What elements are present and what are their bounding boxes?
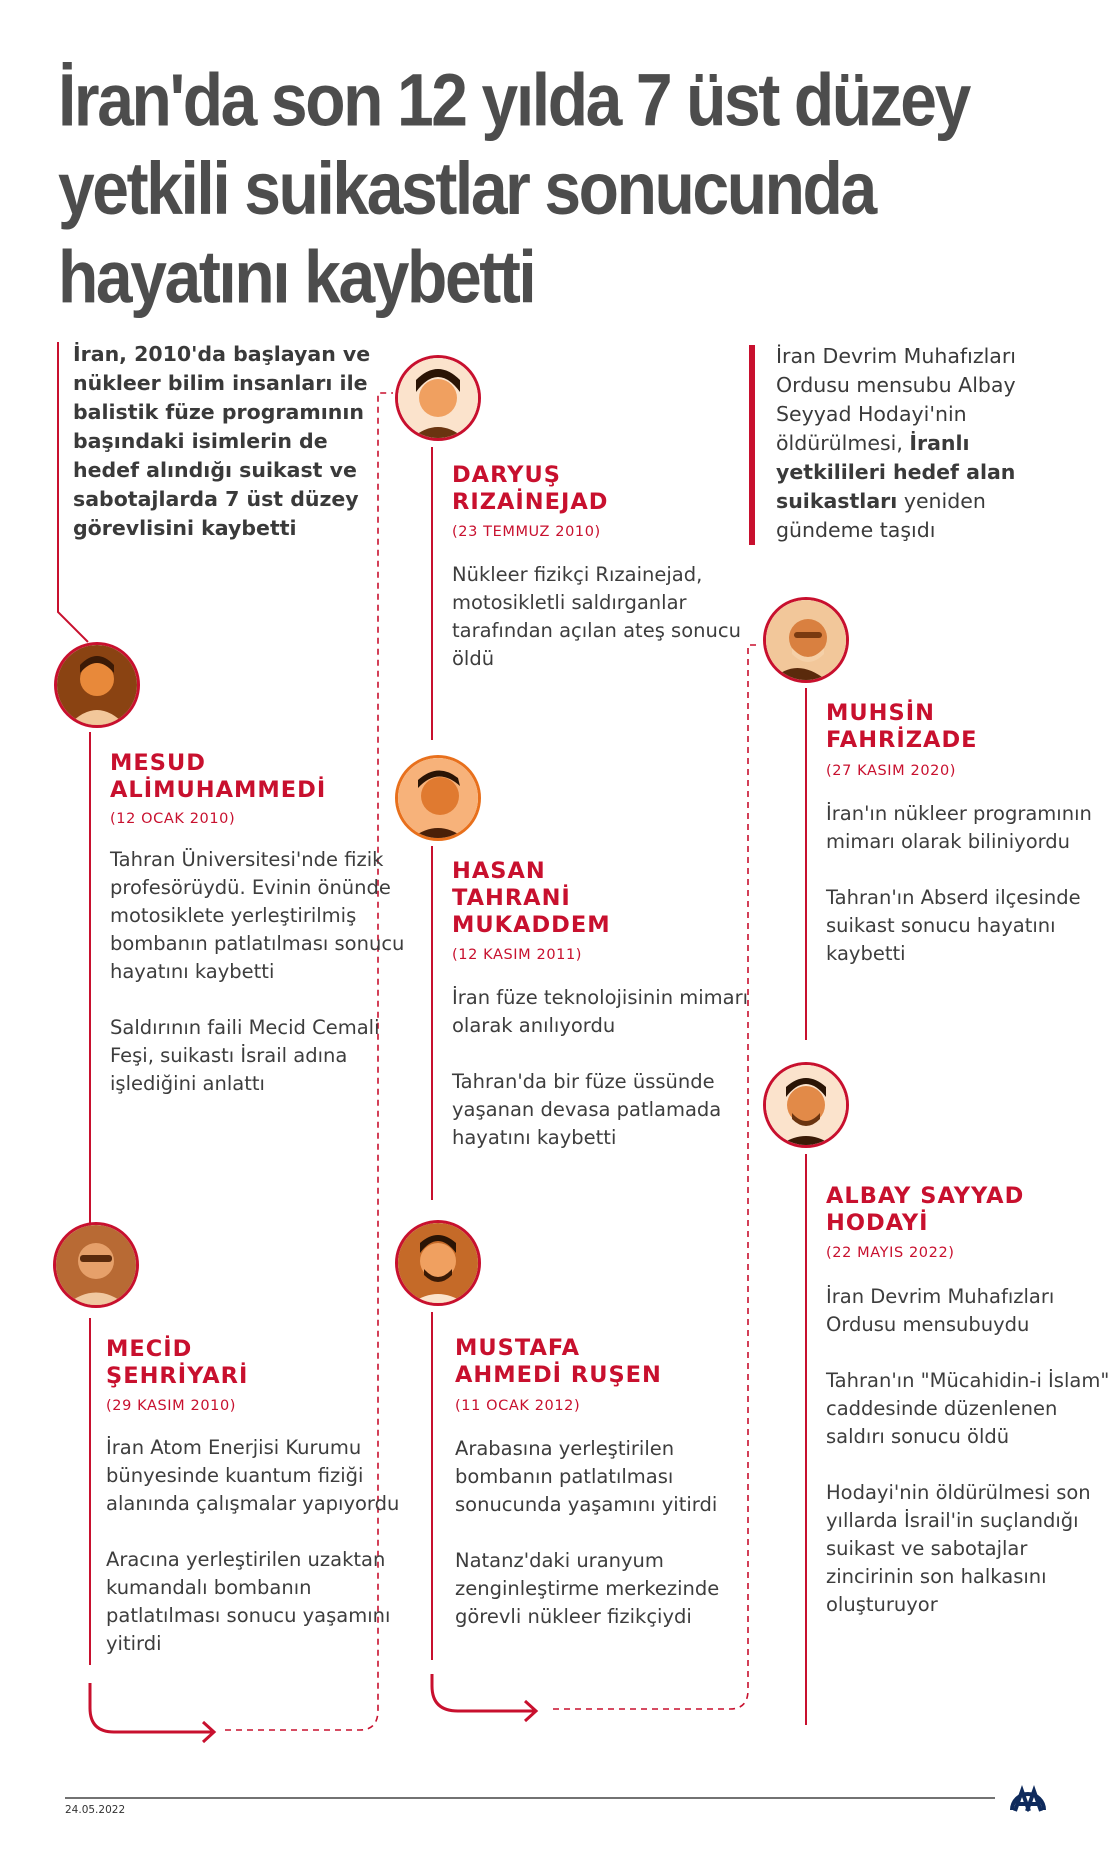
name-line: MUKADDEM <box>452 912 611 938</box>
name-line: RIZAİNEJAD <box>452 489 609 515</box>
paragraph: Tahran'da bir füze üssünde yaşanan devasa patlamada hayatını kaybetti <box>452 1070 722 1149</box>
person-name <box>826 1183 1024 1237</box>
aa-logo-icon <box>1008 1778 1048 1814</box>
person-description <box>106 1434 416 1686</box>
name-line: DARYUŞ <box>452 462 561 488</box>
person-description <box>110 846 420 1126</box>
paragraph: İran Devrim Muhafızları Ordusu mensubuydu <box>826 1285 1055 1336</box>
person-date: (12 KASIM 2011) <box>452 947 583 963</box>
name-line: ALİMUHAMMEDİ <box>110 777 327 803</box>
person-date: (23 TEMMUZ 2010) <box>452 524 601 540</box>
person-name <box>452 858 611 939</box>
paragraph: Nükleer fizikçi Rızainejad, motosikletli saldırganlar tarafından açılan ateş sonucu öldü <box>452 563 741 670</box>
title-line: hayatını kaybetti <box>58 235 535 319</box>
portrait-mesud-alimuhammedi <box>54 642 140 728</box>
portrait-mustafa-ahmedi-rusen <box>395 1220 481 1306</box>
person-name <box>826 700 978 754</box>
name-line: MECİD <box>106 1336 193 1362</box>
paragraph: İran Atom Enerjisi Kurumu bünyesinde kuantum fiziği alanında çalışmalar yapıyordu <box>106 1436 400 1515</box>
person-photo-icon <box>57 645 137 725</box>
intro-right-part1: İran Devrim Muhafızları Ordusu mensubu Albay Seyyad Hodayi'nin öldürülmesi, <box>776 344 1016 455</box>
person-description <box>826 800 1120 996</box>
publish-date: 24.05.2022 <box>65 1804 126 1816</box>
title-line: yetkili suikastlar sonucunda <box>58 146 875 230</box>
name-line: MUHSİN <box>826 700 935 726</box>
paragraph: Tahran'ın "Mücahidin-i İslam" caddesinde düzenlenen saldırı sonucu öldü <box>826 1369 1110 1448</box>
paragraph: Tahran Üniversitesi'nde fizik profesörüydü. Evinin önünde motosiklete yerleştirilmiş bombanın patlatılması sonucu hayatını kaybetti <box>110 848 405 983</box>
person-date: (12 OCAK 2010) <box>110 811 236 827</box>
name-line: FAHRİZADE <box>826 727 978 753</box>
paragraph: Aracına yerleştirilen uzaktan kumandalı bombanın patlatılması sonucu yaşamını yitirdi <box>106 1548 391 1655</box>
person-photo-icon <box>766 1065 846 1145</box>
portrait-muhsin-fahrizade <box>763 597 849 683</box>
person-name <box>452 462 608 516</box>
name-line: AHMEDİ RUŞEN <box>455 1362 662 1388</box>
person-date: (29 KASIM 2010) <box>106 1398 237 1414</box>
intro-right-bold: İranlı yetkilileri hedef alan suikastları <box>776 431 1016 513</box>
accent-bar <box>749 345 755 545</box>
paragraph: Hodayi'nin öldürülmesi son yıllarda İsrail'in suçlandığı suikast ve sabotajlar zincirinin son halkasını oluşturuyor <box>826 1481 1091 1616</box>
person-date: (11 OCAK 2012) <box>455 1398 581 1414</box>
name-line: HASAN <box>452 858 546 884</box>
name-line: TAHRANİ <box>452 885 571 911</box>
person-description <box>452 561 762 701</box>
portrait-hasan-tahrani-mukaddem <box>395 755 481 841</box>
paragraph: Natanz'daki uranyum zenginleştirme merkezinde görevli nükleer fizikçiydi <box>455 1549 720 1628</box>
portrait-mecid-sehriyari <box>53 1222 139 1308</box>
person-photo-icon <box>398 358 478 438</box>
person-date: (27 KASIM 2020) <box>826 763 957 779</box>
person-date: (22 MAYIS 2022) <box>826 1245 955 1261</box>
paragraph: Arabasına yerleştirilen bombanın patlatılması sonucunda yaşamını yitirdi <box>455 1437 718 1516</box>
name-line: HODAYİ <box>826 1210 929 1236</box>
portrait-daryus-rizainejad <box>395 355 481 441</box>
person-photo-icon <box>56 1225 136 1305</box>
name-line: MUSTAFA <box>455 1335 581 1361</box>
person-name <box>455 1335 662 1389</box>
name-line: ŞEHRİYARİ <box>106 1363 249 1389</box>
person-photo-icon <box>398 1223 478 1303</box>
timeline-curve-left <box>90 1683 213 1732</box>
person-name <box>110 750 326 804</box>
person-description <box>452 984 762 1180</box>
intro-right-part2: yeniden gündeme taşıdı <box>776 489 986 542</box>
name-line: ALBAY SAYYAD <box>826 1183 1025 1209</box>
person-name <box>106 1336 248 1390</box>
paragraph: İran füze teknolojisinin mimarı olarak anılıyordu <box>452 986 749 1037</box>
paragraph: Saldırının faili Mecid Cemali Feşi, suikastı İsrail adına işlediğini anlattı <box>110 1016 380 1095</box>
person-photo-icon <box>766 600 846 680</box>
timeline-curve-mid <box>432 1674 535 1711</box>
paragraph: İran'ın nükleer programının mimarı olarak biliniyordu <box>826 802 1092 853</box>
intro-right-text <box>776 342 1076 545</box>
title-line: İran'da son 12 yılda 7 üst düzey <box>58 58 969 142</box>
person-description <box>826 1283 1116 1647</box>
paragraph: Tahran'ın Abserd ilçesinde suikast sonucu hayatını kaybetti <box>826 886 1081 965</box>
intro-text: İran, 2010'da başlayan ve nükleer bilim insanları ile balistik füze programının başındaki isimlerin de hedef alındığı suikast ve sabotajlarda 7 üst düzey görevlisini kaybetti <box>73 342 371 540</box>
person-photo-icon <box>398 758 478 838</box>
name-line: MESUD <box>110 750 206 776</box>
person-description <box>455 1435 765 1659</box>
portrait-albay-sayyad-hodayi <box>763 1062 849 1148</box>
